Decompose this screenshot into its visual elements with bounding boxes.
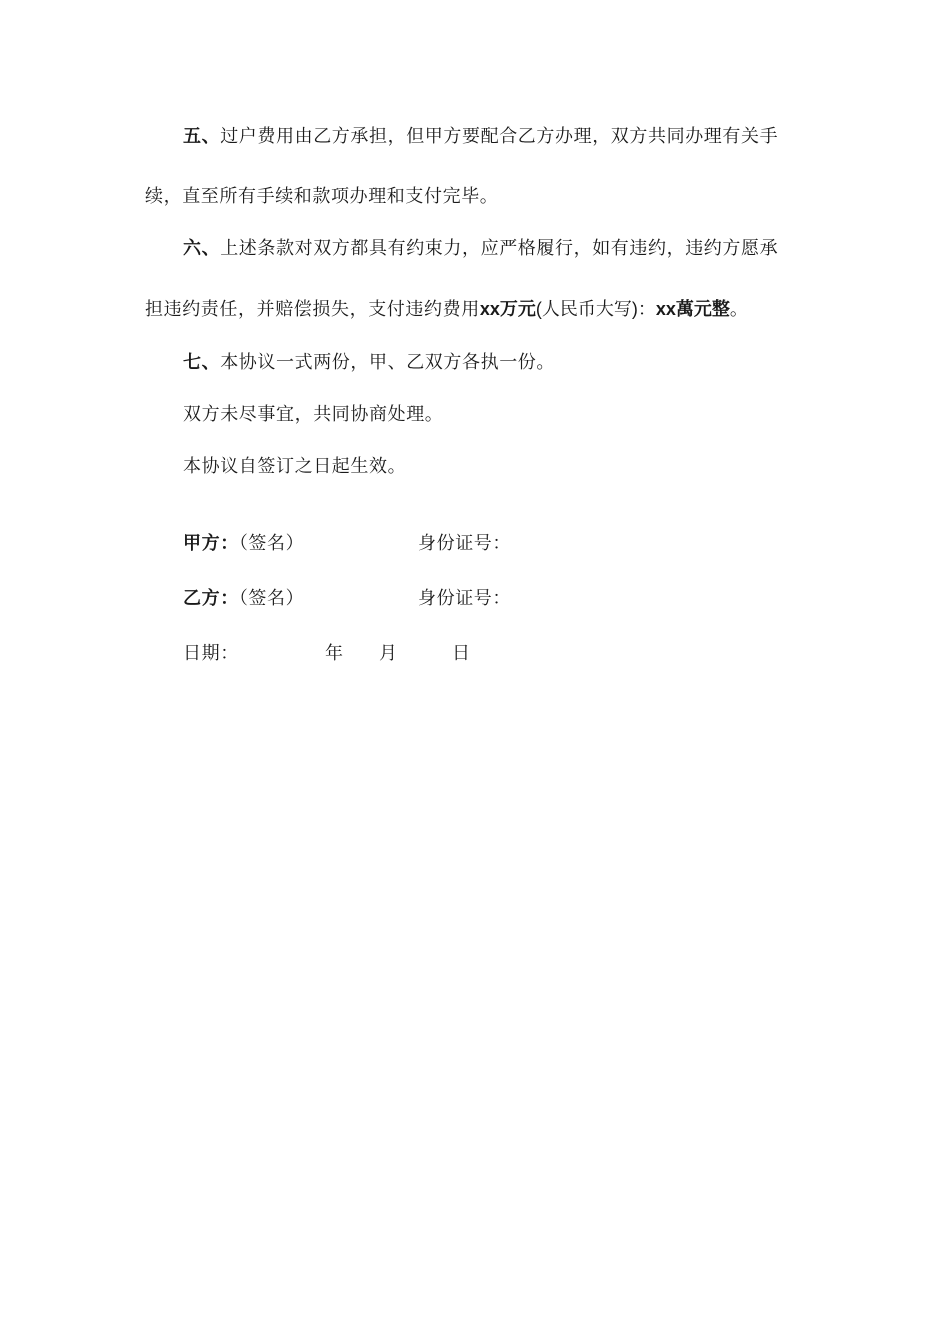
clause-5-line-1	[183, 125, 778, 149]
clause-5-label: 五、	[183, 126, 221, 147]
effective-line: 本协议自签订之日起生效。	[183, 456, 407, 477]
clause-5-line-2: 续，直至所有手续和款项办理和支付完毕。	[145, 186, 499, 207]
date-row	[183, 642, 583, 666]
clause-7-label: 七、	[183, 352, 221, 373]
amount-words-label: (人民币大写)：	[535, 299, 656, 319]
party-a-row	[183, 532, 783, 556]
date-day: 日	[452, 643, 471, 664]
clause-6-line-2	[145, 297, 748, 322]
clause-6-text-2: 担违约责任，并赔偿损失，支付违约费用	[145, 299, 480, 320]
clause-5-text-1: 过户费用由乙方承担，但甲方要配合乙方办理，双方共同办理有关手	[220, 126, 779, 147]
clause-6-end: 。	[729, 299, 749, 320]
party-a-label: 甲方：	[183, 533, 239, 554]
penalty-amount-words: xx萬元整	[655, 299, 730, 319]
date-month: 月	[379, 643, 398, 664]
party-a-id-label: 身份证号：	[418, 533, 511, 554]
party-b-id-label: 身份证号：	[418, 588, 511, 609]
party-a-signature: （签名）	[238, 533, 305, 554]
clause-6-line-1	[183, 237, 778, 261]
party-b-label: 乙方：	[183, 588, 239, 609]
date-label: 日期：	[183, 643, 239, 664]
clause-7-text: 本协议一式两份，甲、乙双方各执一份。	[220, 352, 556, 373]
other-matters-line: 双方未尽事宜，共同协商处理。	[183, 404, 444, 425]
date-year: 年	[325, 643, 344, 664]
clause-7-line	[183, 351, 555, 375]
clause-6-label: 六、	[183, 238, 221, 259]
party-b-row	[183, 587, 783, 611]
clause-6-text-1: 上述条款对双方都具有约束力，应严格履行，如有违约，违约方愿承	[220, 238, 779, 259]
penalty-amount: xx万元	[479, 299, 536, 319]
party-b-signature: （签名）	[238, 588, 305, 609]
